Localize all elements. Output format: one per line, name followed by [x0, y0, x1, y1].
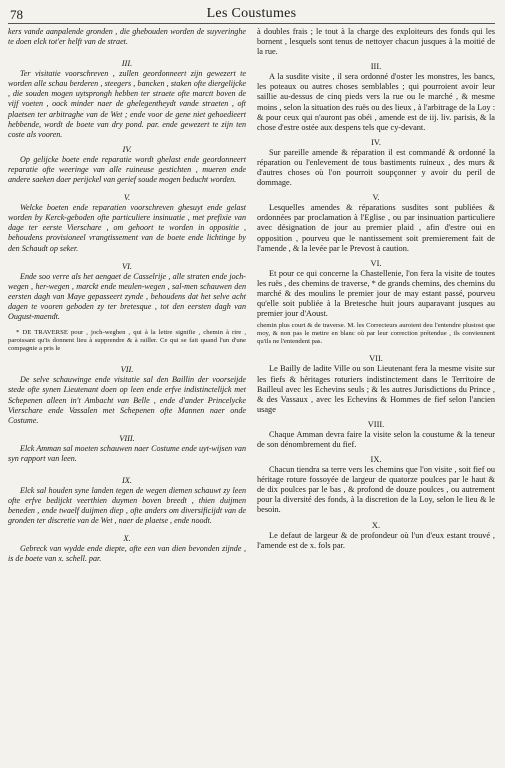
footnote-continued: chemin plus court & de traverse. M. les Correcteurs auroient deu l'entendre plustost que moy, & non pas le mettre en blanc où par leur correction prétendue , ils conviennent qu'ils ne l'entendent pas. — [257, 322, 495, 346]
article-text: Elck Amman sal moeten schauwen naer Costume ende uyt-wijsen van syn rapport van leen. — [8, 443, 246, 463]
columns — [8, 27, 495, 565]
article-heading: VII. — [120, 365, 134, 375]
article-text: Chaque Amman devra faire la visite selon la coustume & la teneur de son dénombrement du fief. — [257, 429, 495, 449]
page-header — [8, 6, 495, 24]
footnote-start: * DE TRAVERSE pour , joch-weghen , qui à la lettre signifie , chemin à rire , paroissant qu'is donnent lieu à supprendre & à railler. Ce qui se fait quand l'un d'une compagnie a pris le — [8, 329, 246, 353]
article-text: Gebreck van wydde ende diepte, ofte een van dien bevonden zijnde , is de boete van x. schell. par. — [8, 544, 246, 564]
article-text: Sur pareille amende & réparation il est commandé & ordonné la réparation ou l'enlevement de tous bastiments ruineux , des murs & d'autres choses où l'on pourroit soupçonner y avoir du peril de dommage. — [257, 147, 495, 188]
article-heading: V. — [123, 193, 131, 203]
article-heading: III. — [370, 62, 382, 72]
article-text: Le defaut de largeur & de profondeur où l'un d'eux estant trouvé , l'amende est de x. fols par. — [257, 530, 495, 550]
article-heading: V. — [372, 193, 380, 203]
french-column — [257, 27, 495, 565]
article-heading: IV. — [122, 144, 132, 154]
article-text: Ende soo verre als het aengaet de Casselrije , alle straten ende joch-wegen , her-wegen , marckt ende meulen-wegen , sal-men schauwen den eersten dagh van Maye gepasseert zynde , behoudens dat het selve acht dagen te vooren geboden zy ter bretesque , tot den eersten dagh van Ougust-maendt. — [8, 271, 246, 321]
article-heading: III. — [121, 59, 133, 69]
article-text: Op gelijcke boete ende reparatie wordt ghelast ende geordonneert reparatie ofte weeringe van alle ruineuse gestichten , mueren ende andere saeken daer perijckel van gerief soude mogen beducht worden. — [8, 154, 246, 185]
article-text: De selve schauwinge ende visitatie sal den Baillin der voorseijde stede ofte synen Lieutenant doen op leen ende erfve indistinctelijck met Schepenen alleen in't Ambacht van Belle , ende d'ander Princelycke Vierschare ende Vassalen met Schepenen ofte Mannen naer onde Costume. — [8, 375, 246, 425]
article-heading: X. — [123, 534, 131, 544]
intro-paragraph: kers vande aanpalende gronden , die ghebouden worden de suyveringhe te doen elck tot'er helft van de straet. — [8, 27, 246, 47]
article-heading: IX. — [370, 455, 382, 465]
page-number: 78 — [10, 7, 23, 22]
article-heading: VI. — [122, 261, 132, 271]
flemish-column — [8, 27, 246, 565]
article-text: Ter visitatie voorschreven , zullen geordonneert zijn gewezert te worden alle schau berderen , steegers , bancken , staken ofte diergelijcke , die souden mogen uytsprongh hebben ter straete ofte marctt boven de vijf voeten , oock minder naer de ghelegentheydt vande straeten , oft plaetsen ter arbitraghe van de Wet ; ende voor de gene niet gehoedieert hebbende, wordt de boete van dry pond. par. ende gewezert te zijn ten coste als vooren. — [8, 69, 246, 139]
running-title: Les Coustumes — [206, 6, 297, 21]
article-text: Elck sal houden syne landen tegen de wegen diemen schauwt zy leen ofte erfve bedijckt veerthien duymen boven breedt , thien duijmen beneden , ende twaelf duijmen diep , ofte anders om diversificijdt van de gronden ter discretie van de Wet , naer de plaetse , ende noodt. — [8, 486, 246, 526]
article-text: Et pour ce qui concerne la Chastellenie, l'on fera la visite de toutes les ruës , des chemins de traverse, * de grands chemins, des chemins du marché & des moulins le premier jour de may estant passé, pourveu qu'elle soit publiée à la Bretesche huit jours auparavant jusques au premier jour d'Aoust. — [257, 268, 495, 319]
article-heading: X. — [371, 520, 381, 530]
article-heading: VII. — [369, 354, 383, 364]
article-heading: VI. — [370, 258, 382, 268]
article-heading: IX. — [122, 476, 132, 485]
intro-paragraph: à doubles frais ; le tout à la charge des exploiteurs des fonds qui les bornent , lesquels sont tenus de nettoyer chacun jusques à la moitié de la rue. — [257, 27, 495, 57]
article-text: Lesquelles amendes & réparations susdites sont publiées & ordonnées par proclamation à l'Eglise , ou par insinuation particuliere avec désignation de jour au premier plaid , afin d'estre oui en opposition , pourveu que le nantissement soit premierement fait de l'amende , & la levée par le Prevost à caution. — [257, 203, 495, 253]
article-text: Le Bailly de ladite Ville ou son Lieutenant fera la mesme visite sur les fiefs & héritages roturiers indistinctement dans le Territoire de Bailleul avec les Echevins seuls ; & les autres Jurisdictions du Prince , & des Vassaux , avec les Echevins & Hommes de fief selon l'ancien usage — [257, 364, 495, 414]
article-text: Chacun tiendra sa terre vers les chemins que l'on visite , soit fief ou héritage roture fossoyée de largeur de quatorze poulces par le haut & de dix poulces par le bas , & profond de douze poulces , ou autrement pour la diversité des fonds, à la discretion de la Loy, selon le lieu & le besoin. — [257, 465, 495, 515]
article-heading: VIII. — [119, 433, 135, 443]
article-text: A la susdite visite , il sera ordonné d'oster les monstres, les bancs, les poteaux ou autres choses semblables ; qui pourroient avoir leur saillie au-dessus de cinq pieds vers la rue ou le marché , & mesme moins , selon la situation des ruës ou des lieux , à l'arbitrage de la Loy : & pour ceux qui n'auront pas obéi , amende est de iij. liv. parisis, & la chose d'estre ostée aux despens tels que cy-devant. — [257, 72, 495, 132]
article-text: Welcke boeten ende reparatien voorschreven ghesuyt ende gelast worden by Kerck-geboden ofte particuliere insinuatie , met prefixie van dage ter eerste Vierschare , om gehoort te worden in oppositie , behoudens provisioneel vrangtissement van de boete ende lichtinge by den Schaudt op seker. — [8, 203, 246, 253]
article-heading: IV. — [371, 137, 381, 147]
article-heading: VIII. — [367, 419, 385, 429]
